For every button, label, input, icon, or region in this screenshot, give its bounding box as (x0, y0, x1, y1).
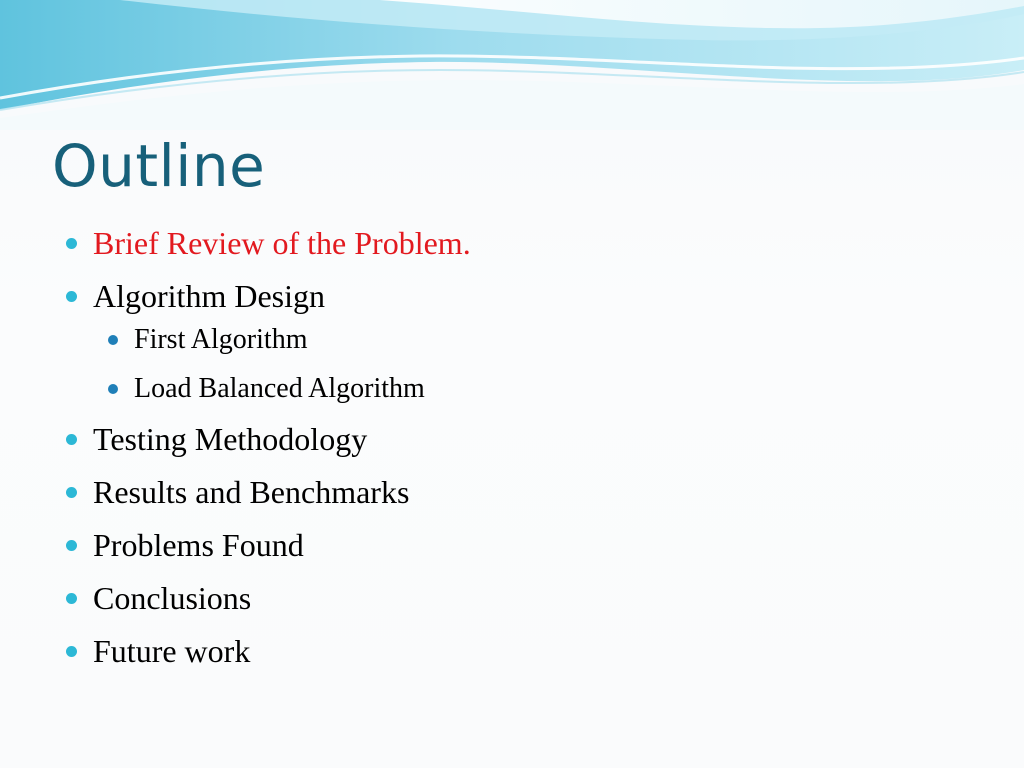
outline-subitem-load-balanced-algorithm (103, 370, 962, 408)
algorithm-design-sublist (93, 321, 962, 408)
slide-title: Outline (52, 132, 266, 200)
bullet-icon (66, 291, 77, 302)
outline-item-algorithm-design (62, 275, 962, 408)
outline-item-label: Conclusions (93, 580, 252, 616)
outline-item-brief-review (62, 222, 962, 265)
bullet-icon (66, 434, 77, 445)
outline-item-label: Algorithm Design (93, 278, 325, 314)
outline-subitem-label: Load Balanced Algorithm (134, 373, 425, 404)
sub-bullet-icon (108, 384, 118, 394)
outline-item-label: Future work (93, 633, 251, 669)
outline-subitem-first-algorithm (103, 321, 962, 359)
outline-item-problems-found (62, 524, 962, 567)
outline-subitem-label: First Algorithm (134, 324, 308, 355)
bullet-icon (66, 238, 77, 249)
outline-list (62, 222, 962, 683)
header-wave-decoration (0, 0, 1024, 130)
outline-item-results-benchmarks (62, 471, 962, 514)
bullet-icon (66, 487, 77, 498)
bullet-icon (66, 540, 77, 551)
outline-item-future-work (62, 630, 962, 673)
outline-item-label: Problems Found (93, 527, 304, 563)
bullet-icon (66, 593, 77, 604)
outline-item-label: Results and Benchmarks (93, 474, 410, 510)
outline-item-conclusions (62, 577, 962, 620)
sub-bullet-icon (108, 335, 118, 345)
outline-item-label: Testing Methodology (93, 421, 368, 457)
outline-item-testing-methodology (62, 418, 962, 461)
outline-item-label: Brief Review of the Problem. (93, 225, 471, 261)
bullet-icon (66, 646, 77, 657)
